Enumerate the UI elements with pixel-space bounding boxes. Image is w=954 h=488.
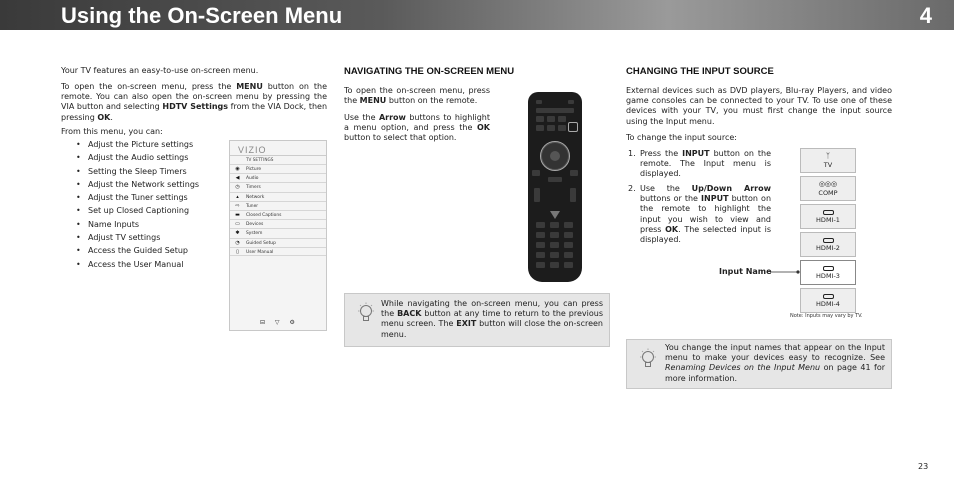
list-item: • Set up Closed Captioning [76, 204, 216, 217]
hdmi-icon [823, 294, 834, 299]
list-item: • Adjust the Audio settings [76, 151, 216, 164]
menu-item-system: ✱ System [230, 228, 326, 237]
tip-text-input-names: You change the input names that appear on the Input menu to make your devices easy to recognize. See Renaming Devices on the Input Menu on page 41 for more information. [665, 343, 886, 383]
hdmi-icon [823, 210, 834, 215]
step-2-text: Use the Up/Down Arrow buttons or the INPUT button on the remote to highlight the input you wish to view and press OK. The selected input is displayed. [640, 184, 772, 245]
captions-icon: ▬ [235, 211, 240, 218]
input-paragraph-1: External devices such as DVD players, Blu-ray Players, and video game consoles can be connected to your TV. To use one of these devices with your TV, you must first change the input source using the Input menu. [626, 86, 892, 126]
menu-item-user-manual: ▯ User Manual [230, 247, 326, 256]
input-source-hdmi-3: HDMI-3 [800, 260, 856, 285]
manual-icon: ▯ [236, 248, 239, 255]
lightbulb-icon [357, 302, 375, 324]
menu-item-devices: ▭ Devices [230, 219, 326, 228]
network-icon: ▴ [236, 193, 239, 200]
callout-arrow-icon [770, 267, 801, 277]
list-item: • Adjust the Picture settings [76, 138, 216, 151]
timer-icon: ◷ [235, 184, 240, 191]
list-item: • Name Inputs [76, 218, 216, 231]
menu-item-audio: ◀ Audio [230, 173, 326, 182]
tip-box-navigation [344, 293, 610, 347]
intro-paragraph-3: From this menu, you can: [61, 127, 163, 136]
intro-paragraph-2: To open the on-screen menu, press the MENU button on the remote. You can also open the on-screen menu by pressing the VIA button and selecting HDTV Settings from the VIA Dock, then pressing OK. [61, 82, 328, 122]
nav-paragraph-1: To open the on-screen menu, press the MENU button on the remote. [344, 86, 490, 106]
intro-paragraph-1: Your TV features an easy-to-use on-screen menu. [61, 66, 259, 75]
menu-item-tuner: ⇨ Tuner [230, 201, 326, 210]
nav-paragraph-2: Use the Arrow buttons to highlight a menu option, and press the OK button to select that option. [344, 113, 490, 143]
menu-item-network: ▴ Network [230, 192, 326, 201]
menu-footer-icons: ⊟ ▽ ⚙ [260, 319, 299, 326]
hdmi-icon [823, 238, 834, 243]
input-heading: CHANGING THE INPUT SOURCE [626, 66, 774, 77]
chapter-number: 4 [919, 3, 932, 28]
page-title: Using the On-Screen Menu [61, 3, 343, 28]
vizio-logo: VIZIO [238, 145, 267, 155]
inputs-note: Note: Inputs may vary by TV. [790, 313, 863, 319]
guided-setup-icon: ◔ [235, 239, 240, 246]
input-name-callout: Input Name [719, 267, 772, 276]
antenna-icon: ᛉ [825, 152, 831, 160]
list-item: • Access the User Manual [76, 258, 216, 271]
audio-icon: ◀ [235, 175, 240, 182]
page-header [0, 0, 954, 30]
input-paragraph-2: To change the input source: [626, 133, 738, 142]
menu-item-timers: ◷ Timers [230, 182, 326, 191]
menu-item-picture: ◉ Picture [230, 164, 326, 173]
menu-item-closed-captions: ▬ Closed Captions [230, 210, 326, 219]
component-icon: ◎◎◎ [818, 180, 838, 188]
input-menu-illustration [800, 148, 856, 316]
list-item: • Adjust TV settings [76, 231, 216, 244]
tuner-icon: ⇨ [235, 202, 240, 209]
devices-icon: ▭ [235, 221, 240, 228]
list-item: • Adjust the Network settings [76, 178, 216, 191]
tv-settings-menu-illustration [229, 140, 327, 331]
menu-heading: TV SETTINGS [230, 155, 326, 163]
vizio-v-icon [550, 211, 560, 219]
input-source-hdmi-1: HDMI-1 [800, 204, 856, 229]
tip-text-navigation: While navigating the on-screen menu, you can press the BACK button at any time to return to the previous menu screen. The EXIT button will close the on-screen menu. [381, 299, 604, 339]
system-icon: ✱ [235, 230, 240, 237]
list-item: • Adjust the Tuner settings [76, 191, 216, 204]
picture-icon: ◉ [235, 166, 240, 172]
remote-control-illustration [528, 92, 582, 282]
input-source-tv: ᛉ TV [800, 148, 856, 173]
input-source-hdmi-4: HDMI-4 [800, 288, 856, 313]
tip-box-input-names [626, 339, 892, 389]
list-item: • Setting the Sleep Timers [76, 165, 216, 178]
page-number: 23 [918, 462, 929, 471]
list-item: • Access the Guided Setup [76, 244, 216, 257]
nav-heading: NAVIGATING THE ON-SCREEN MENU [344, 66, 515, 77]
step-1-text: Press the INPUT button on the remote. The Input menu is displayed. [640, 149, 771, 179]
input-source-hdmi-2: HDMI-2 [800, 232, 856, 257]
feature-list [76, 138, 216, 271]
step-2-number: 2. [628, 184, 636, 193]
step-1-number: 1. [628, 149, 636, 158]
input-source-comp: ◎◎◎ COMP [800, 176, 856, 201]
menu-item-guided-setup: ◔ Guided Setup [230, 238, 326, 247]
lightbulb-icon [639, 348, 657, 370]
hdmi-icon [823, 266, 834, 271]
